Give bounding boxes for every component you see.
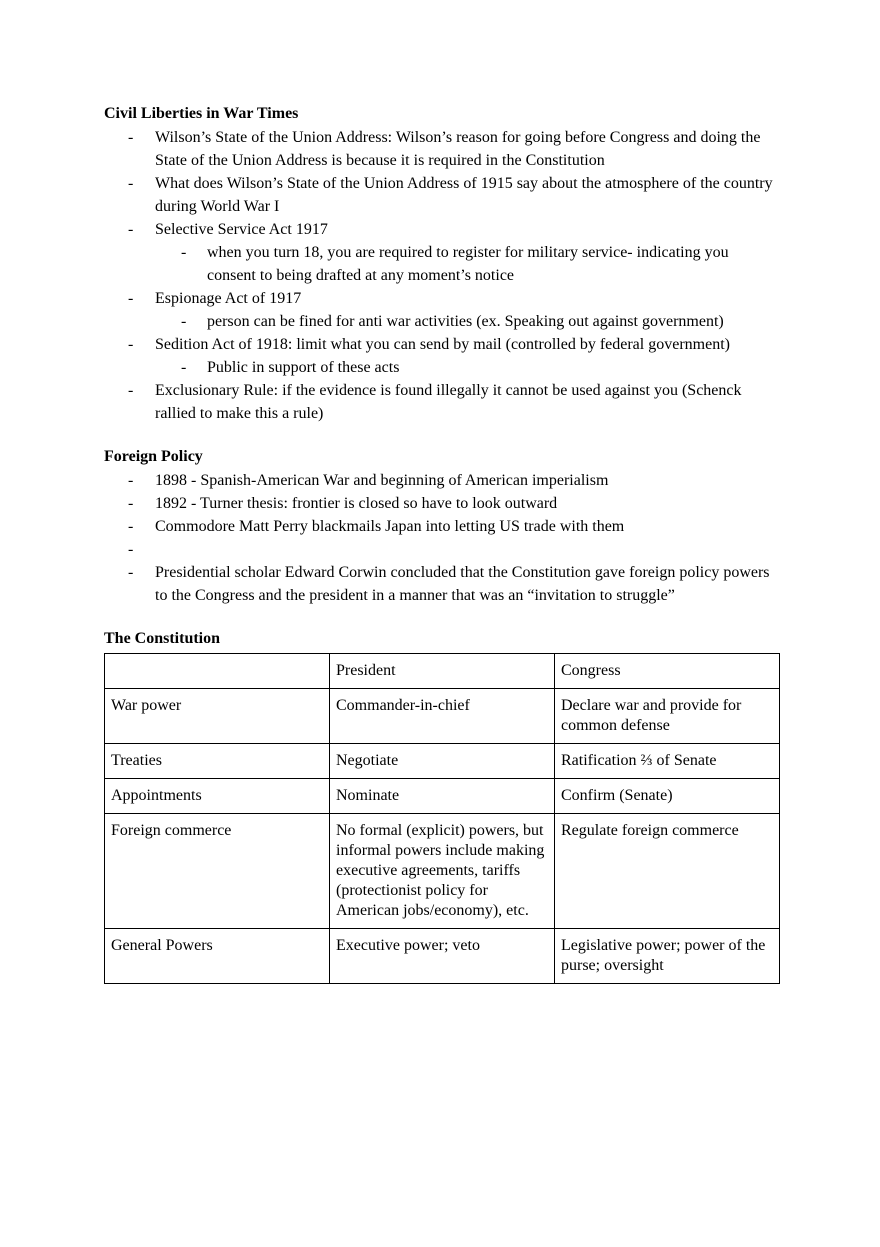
table-header-cell xyxy=(105,654,330,689)
table-cell: Commander-in-chief xyxy=(330,689,555,744)
table-cell: Appointments xyxy=(105,779,330,814)
list-item-text: What does Wilson’s State of the Union Address of 1915 say about the atmosphere of the country during World War I xyxy=(155,175,773,215)
list-item xyxy=(104,515,780,538)
table-row xyxy=(105,779,780,814)
sub-list xyxy=(155,310,780,333)
foreign-policy-heading: Foreign Policy xyxy=(104,448,203,465)
table-cell: Confirm (Senate) xyxy=(555,779,780,814)
table-cell: Foreign commerce xyxy=(105,814,330,929)
list-item-text: Sedition Act of 1918: limit what you can send by mail (controlled by federal government) xyxy=(155,336,730,353)
list-item xyxy=(104,561,780,607)
table-row xyxy=(105,929,780,984)
list-item xyxy=(104,218,780,287)
table-row xyxy=(105,689,780,744)
list-item-text: Selective Service Act 1917 xyxy=(155,221,328,238)
sub-list xyxy=(155,241,780,287)
list-item xyxy=(104,469,780,492)
table-cell: Nominate xyxy=(330,779,555,814)
list-item xyxy=(104,379,780,425)
list-item-text: Presidential scholar Edward Corwin concluded that the Constitution gave foreign policy powers to the Congress and the president in a manner that was an “invitation to struggle” xyxy=(155,564,770,604)
table-cell: Ratification ⅔ of Senate xyxy=(555,744,780,779)
table-cell: Negotiate xyxy=(330,744,555,779)
table-header-row xyxy=(105,654,780,689)
foreign-policy-list xyxy=(104,469,780,607)
table-cell: War power xyxy=(105,689,330,744)
table-cell: Executive power; veto xyxy=(330,929,555,984)
list-item xyxy=(104,333,780,379)
table-cell: No formal (explicit) powers, but informal powers include making executive agreements, tariffs (protectionist policy for American jobs/economy), etc. xyxy=(330,814,555,929)
table-row xyxy=(105,744,780,779)
table-cell: Treaties xyxy=(105,744,330,779)
sub-list-item-text: when you turn 18, you are required to register for military service- indicating you consent to being drafted at any moment’s notice xyxy=(207,244,729,284)
list-item-text: 1892 - Turner thesis: frontier is closed so have to look outward xyxy=(155,495,558,512)
sub-list-item xyxy=(155,310,780,333)
sub-list-item-text: person can be fined for anti war activities (ex. Speaking out against government) xyxy=(207,313,724,330)
empty-list-item xyxy=(104,538,780,561)
list-item xyxy=(104,492,780,515)
table-header-cell: President xyxy=(330,654,555,689)
civil-liberties-heading: Civil Liberties in War Times xyxy=(104,105,299,122)
section-spacer xyxy=(104,607,780,629)
civil-liberties-list xyxy=(104,126,780,425)
table-cell: General Powers xyxy=(105,929,330,984)
list-item-text: 1898 - Spanish-American War and beginning of American imperialism xyxy=(155,472,609,489)
list-item-text: Espionage Act of 1917 xyxy=(155,290,302,307)
list-item xyxy=(104,126,780,172)
section-spacer xyxy=(104,425,780,447)
table-cell: Declare war and provide for common defense xyxy=(555,689,780,744)
list-item xyxy=(104,172,780,218)
list-item-text: Commodore Matt Perry blackmails Japan into letting US trade with them xyxy=(155,518,625,535)
table-row xyxy=(105,814,780,929)
sub-list xyxy=(155,356,780,379)
constitution-table xyxy=(104,653,780,984)
sub-list-item xyxy=(155,356,780,379)
constitution-heading: The Constitution xyxy=(104,630,221,647)
table-header-cell: Congress xyxy=(555,654,780,689)
sub-list-item xyxy=(155,241,780,287)
list-item-text: Exclusionary Rule: if the evidence is found illegally it cannot be used against you (Schenck rallied to make this a rule) xyxy=(155,382,742,422)
sub-list-item-text: Public in support of these acts xyxy=(207,359,400,376)
table-cell: Legislative power; power of the purse; oversight xyxy=(555,929,780,984)
list-item xyxy=(104,287,780,333)
table-cell: Regulate foreign commerce xyxy=(555,814,780,929)
list-item-text: Wilson’s State of the Union Address: Wilson’s reason for going before Congress and doing the State of the Union Address is because it is required in the Constitution xyxy=(155,129,761,169)
document-page xyxy=(104,104,780,984)
